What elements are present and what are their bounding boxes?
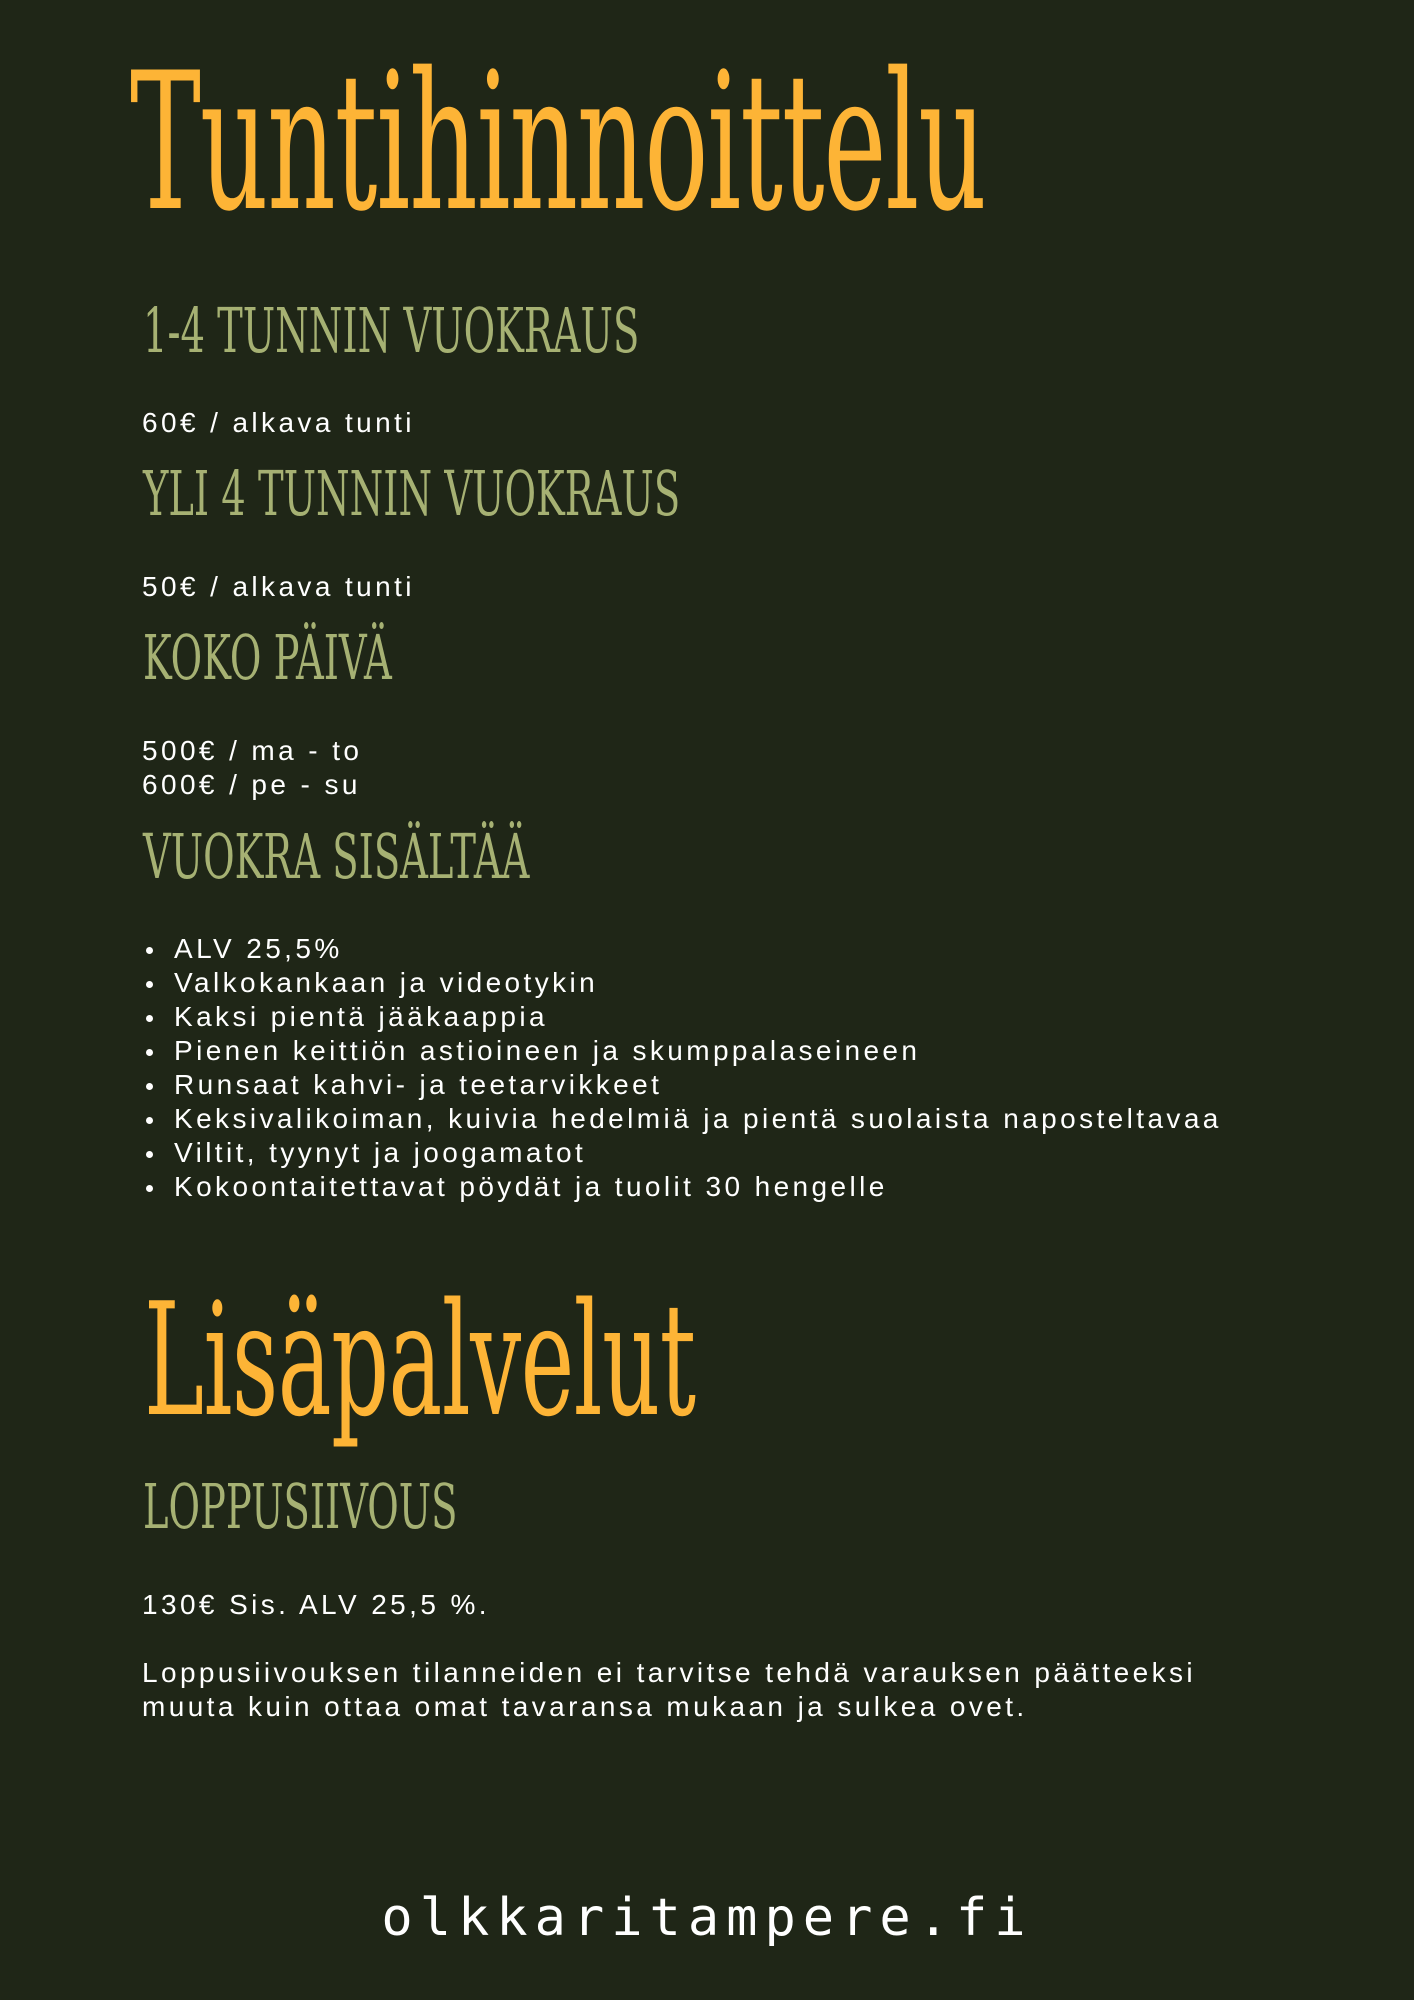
price-full-day-weekend: 600€ / pe - su [142,769,361,800]
price-full-day-weekdays: 500€ / ma - to [142,735,363,766]
list-item: Kaksi pientä jääkaappia [142,1000,1274,1034]
list-item: Kokoontaitettavat pöydät ja tuolit 30 hengelle [142,1170,1274,1204]
section-heading-over-4-hours: YLI 4 TUNNIN VUOKRAUS [143,457,681,530]
extras-title: Lisäpalvelut [144,1269,696,1451]
list-item: Viltit, tyynyt ja joogamatot [142,1136,1274,1170]
price-over-4-hours: 50€ / alkava tunti [142,571,415,602]
list-item: Keksivalikoiman, kuivia hedelmiä ja pientä suolaista naposteltavaa [142,1102,1274,1136]
section-heading-full-day: KOKO PÄIVÄ [143,621,392,694]
section-heading-1-4-hours: 1-4 TUNNIN VUOKRAUS [143,294,640,367]
list-item: Runsaat kahvi- ja teetarvikkeet [142,1068,1274,1102]
pricing-title: Tuntihinnoittelu [130,32,986,253]
final-cleaning-note: Loppusiivouksen tilanneiden ei tarvitse tehdä varauksen päätteeksi muuta kuin ottaa omat tavaransa mukaan ja sulkea ovet. [142,1657,1197,1722]
includes-list [142,932,1274,1204]
list-item: Pienen keittiön astioineen ja skumppalaseineen [142,1034,1274,1068]
website-link[interactable]: olkkaritampere.fi [381,1888,1033,1948]
list-item: ALV 25,5% [142,932,1274,966]
list-item: Valkokankaan ja videotykin [142,966,1274,1000]
section-heading-final-cleaning: LOPPUSIIVOUS [143,1470,458,1543]
price-1-4-hours: 60€ / alkava tunti [142,407,415,438]
section-heading-includes: VUOKRA SISÄLTÄÄ [143,820,530,893]
final-cleaning-price: 130€ Sis. ALV 25,5 %. [142,1589,490,1620]
